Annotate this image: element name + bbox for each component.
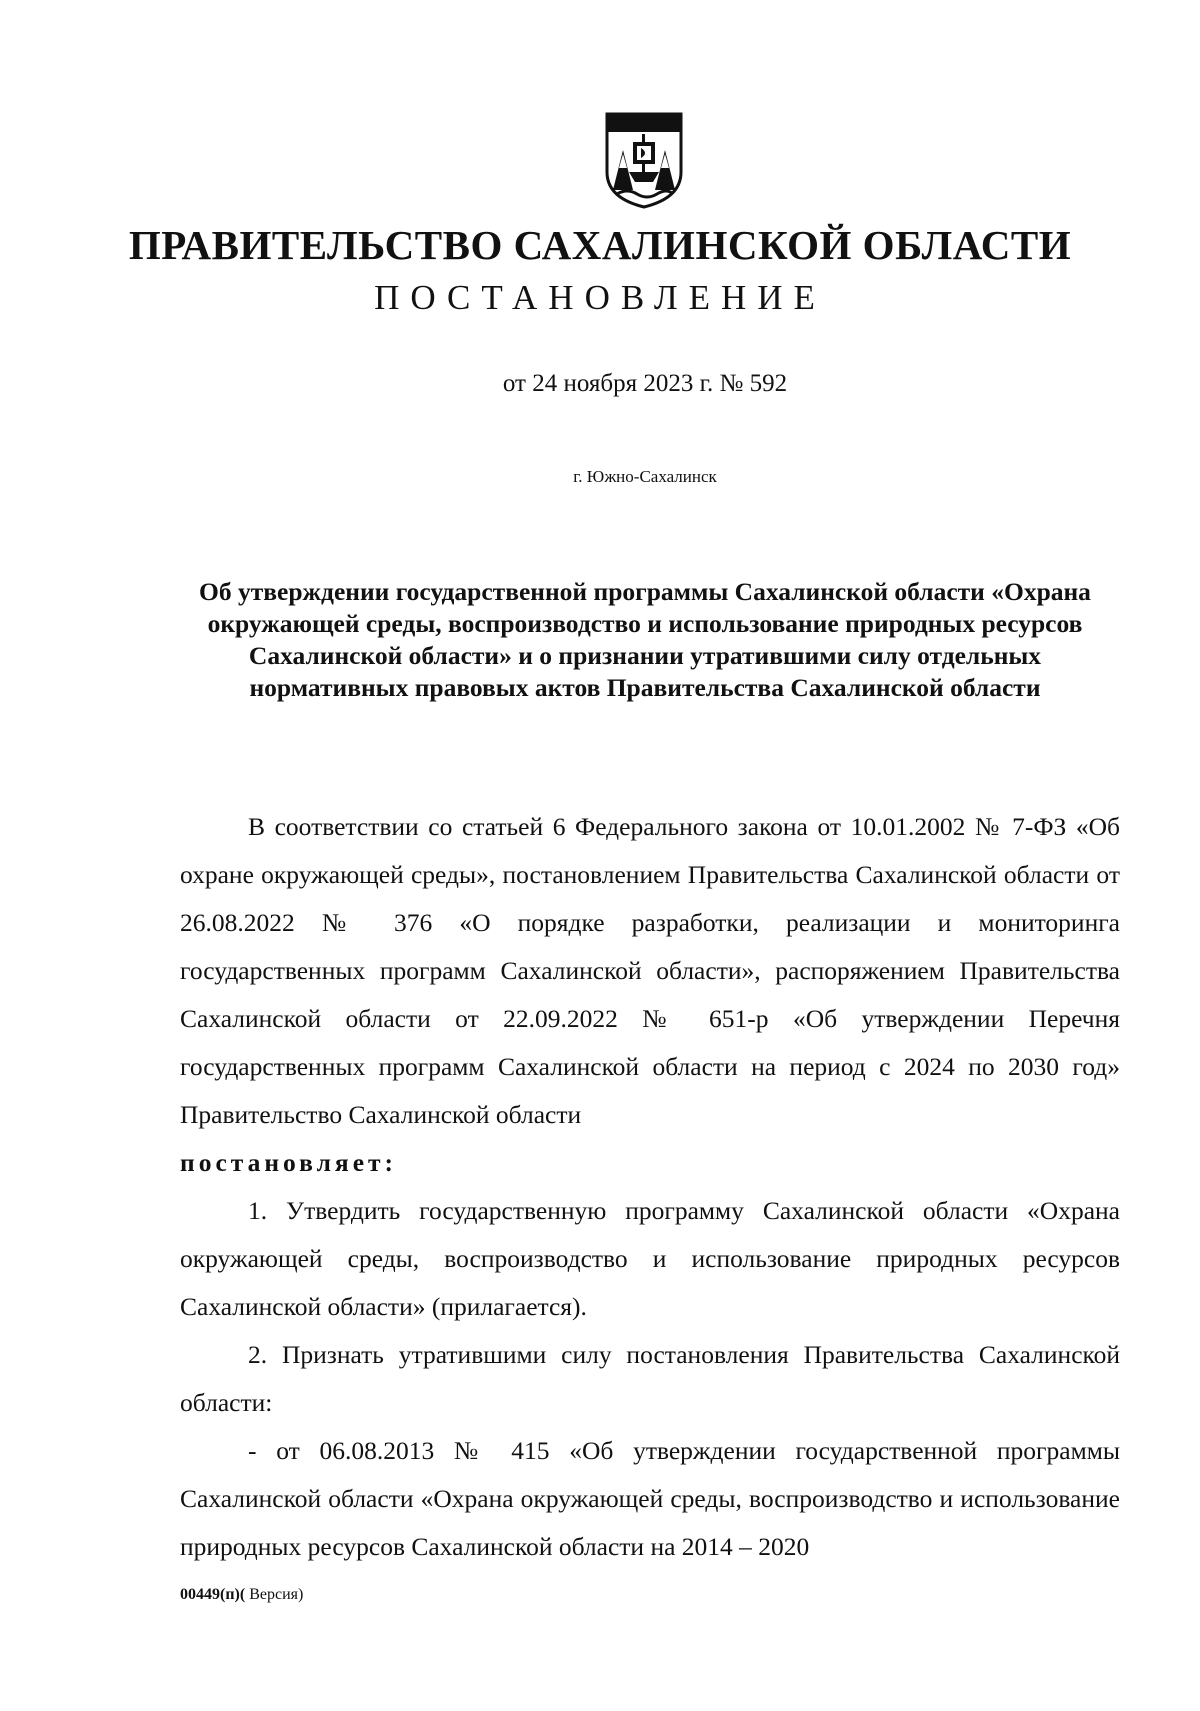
footer-version: Версия) bbox=[245, 1586, 304, 1603]
item-1-paragraph: 1. Утвердить государственную программу Сахалинской области «Охрана окружающей среды, воспроизводство и использование природных ресурсов Сахалинской области» (прилагается). bbox=[180, 1196, 1120, 1321]
document-type: ПОСТАНОВЛЕНИЕ bbox=[374, 278, 826, 317]
preamble-paragraph: В соответствии со статьей 6 Федерального закона от 10.01.2002 № 7-ФЗ «Об охране окружающей среды», постановлением Правительства Сахалинской области от 26.08.2022 № 376 «О порядке разработки, реализации и мониторинга государственных программ Сахалинской области», распоряжением Правительства Сахалинской области от 22.09.2022 № 651-р «Об утверждении Перечня государственных программ Сахалинской области на период с 2024 по 2030 год» Правительство Сахалинской области bbox=[180, 812, 1120, 1129]
decree-word-paragraph bbox=[180, 1139, 1120, 1187]
document-city: г. Южно-Сахалинск bbox=[573, 467, 717, 486]
document-body bbox=[180, 803, 1120, 1571]
item-2-paragraph: 2. Признать утратившими силу постановления Правительства Сахалинской области: bbox=[180, 1340, 1120, 1417]
document-subject-heading: Об утверждении государственной программы Сахалинской области «Охрана окружающей среды, воспроизводство и использование природных ресурсов Сахалинской области» и о признании утратившими силу отдельных нормативных правовых актов Правительства Сахалинской области bbox=[199, 577, 1091, 702]
government-name: ПРАВИТЕЛЬСТВО САХАЛИНСКОЙ ОБЛАСТИ bbox=[128, 222, 1072, 268]
decree-word: постановляет: bbox=[180, 1148, 398, 1177]
sakhalin-coat-of-arms-icon bbox=[603, 110, 685, 210]
document-date-number: от 24 ноября 2023 г. № 592 bbox=[502, 370, 788, 397]
item-2-sub-1-paragraph: - от 06.08.2013 № 415 «Об утверждении государственной программы Сахалинской области «Охрана окружающей среды, воспроизводство и использование природных ресурсов Сахалинской области на 2014 – 2020 bbox=[180, 1436, 1120, 1561]
document-footer-code bbox=[180, 1585, 303, 1605]
footer-doc-code: 00449(п)( bbox=[180, 1586, 246, 1603]
